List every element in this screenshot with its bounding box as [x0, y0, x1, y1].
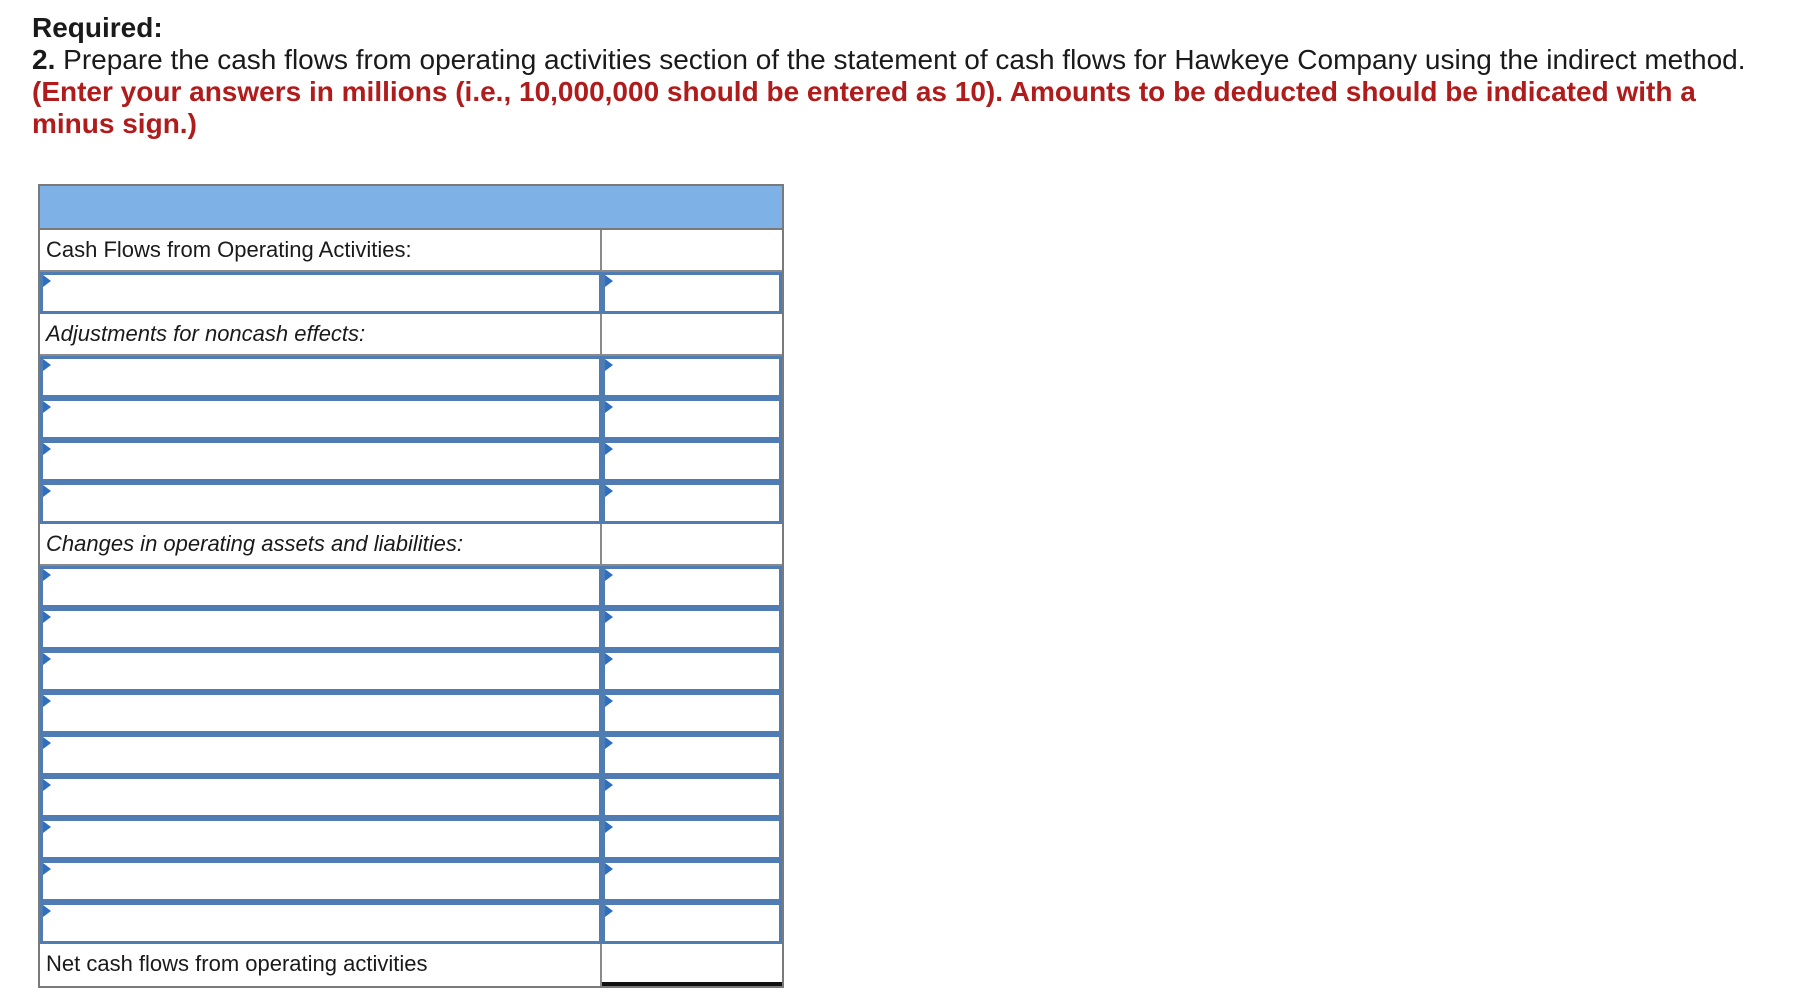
cash-flow-worksheet [38, 184, 784, 988]
dropdown-marker-icon [43, 443, 51, 455]
dropdown-marker-icon [605, 485, 613, 497]
dropdown-marker-icon [43, 779, 51, 791]
required-heading: Required: [32, 12, 163, 43]
section-title-row [40, 230, 782, 272]
dropdown-marker-icon [43, 359, 51, 371]
change-amount-input[interactable] [602, 650, 782, 692]
adjustment-amount-input[interactable] [602, 440, 782, 482]
adjustment-label-select[interactable] [40, 398, 602, 440]
change-amount-input[interactable] [602, 860, 782, 902]
adjustment-amount-input[interactable] [602, 482, 782, 524]
question-number: 2. [32, 44, 56, 75]
worksheet-header-bar [40, 186, 782, 230]
change-amount-input[interactable] [602, 566, 782, 608]
dropdown-marker-icon [605, 737, 613, 749]
change-amount-input[interactable] [602, 776, 782, 818]
dropdown-marker-icon [43, 275, 51, 287]
dropdown-marker-icon [43, 485, 51, 497]
dropdown-marker-icon [605, 695, 613, 707]
change-row [40, 734, 782, 776]
change-label-select[interactable] [40, 692, 602, 734]
change-amount-input[interactable] [602, 608, 782, 650]
change-amount-input[interactable] [602, 818, 782, 860]
change-label-select[interactable] [40, 818, 602, 860]
dropdown-marker-icon [605, 863, 613, 875]
instruction-paragraph [32, 44, 1752, 140]
total-row [40, 944, 782, 986]
adjustments-label: Adjustments for noncash effects: [40, 314, 602, 354]
adjustment-amount-input[interactable] [602, 356, 782, 398]
change-label-select[interactable] [40, 608, 602, 650]
adjustment-amount-input[interactable] [602, 398, 782, 440]
change-label-select[interactable] [40, 734, 602, 776]
change-label-select[interactable] [40, 860, 602, 902]
dropdown-marker-icon [43, 863, 51, 875]
dropdown-marker-icon [605, 653, 613, 665]
answer-format-note: (Enter your answers in millions (i.e., 10,000,000 should be entered as 10). Amounts to be deducted should be indicated with a minus sign.) [32, 76, 1696, 139]
change-row [40, 902, 782, 944]
change-row [40, 566, 782, 608]
adjustment-row [40, 482, 782, 524]
adjustment-row [40, 356, 782, 398]
change-row [40, 776, 782, 818]
section-title-label: Cash Flows from Operating Activities: [40, 230, 602, 270]
adjustment-row [40, 398, 782, 440]
dropdown-marker-icon [43, 905, 51, 917]
net-income-label-select[interactable] [40, 272, 602, 314]
change-label-select[interactable] [40, 650, 602, 692]
adjustment-label-select[interactable] [40, 482, 602, 524]
dropdown-marker-icon [605, 905, 613, 917]
section-title-amount [602, 230, 782, 270]
total-label: Net cash flows from operating activities [40, 944, 602, 986]
dropdown-marker-icon [605, 821, 613, 833]
adjustments-amount [602, 314, 782, 354]
change-row [40, 818, 782, 860]
change-row [40, 650, 782, 692]
dropdown-marker-icon [605, 401, 613, 413]
net-income-amount-input[interactable] [602, 272, 782, 314]
change-row [40, 608, 782, 650]
adjustment-label-select[interactable] [40, 356, 602, 398]
dropdown-marker-icon [605, 611, 613, 623]
change-row [40, 860, 782, 902]
dropdown-marker-icon [43, 653, 51, 665]
instructions [32, 12, 1752, 140]
total-amount-input[interactable] [602, 944, 782, 986]
dropdown-marker-icon [43, 737, 51, 749]
dropdown-marker-icon [605, 443, 613, 455]
change-amount-input[interactable] [602, 902, 782, 944]
adjustment-row [40, 440, 782, 482]
dropdown-marker-icon [43, 569, 51, 581]
dropdown-marker-icon [43, 611, 51, 623]
dropdown-marker-icon [43, 401, 51, 413]
question-text: Prepare the cash flows from operating activities section of the statement of cash flows for Hawkeye Company using the indirect method. [55, 44, 1746, 75]
change-row [40, 692, 782, 734]
dropdown-marker-icon [605, 275, 613, 287]
change-label-select[interactable] [40, 566, 602, 608]
changes-header-row [40, 524, 782, 566]
changes-label: Changes in operating assets and liabilities: [40, 524, 602, 564]
changes-amount [602, 524, 782, 564]
dropdown-marker-icon [43, 821, 51, 833]
dropdown-marker-icon [605, 569, 613, 581]
dropdown-marker-icon [43, 695, 51, 707]
dropdown-marker-icon [605, 359, 613, 371]
change-amount-input[interactable] [602, 692, 782, 734]
change-label-select[interactable] [40, 902, 602, 944]
adjustments-header-row [40, 314, 782, 356]
change-label-select[interactable] [40, 776, 602, 818]
dropdown-marker-icon [605, 779, 613, 791]
adjustment-label-select[interactable] [40, 440, 602, 482]
change-amount-input[interactable] [602, 734, 782, 776]
net-income-row [40, 272, 782, 314]
